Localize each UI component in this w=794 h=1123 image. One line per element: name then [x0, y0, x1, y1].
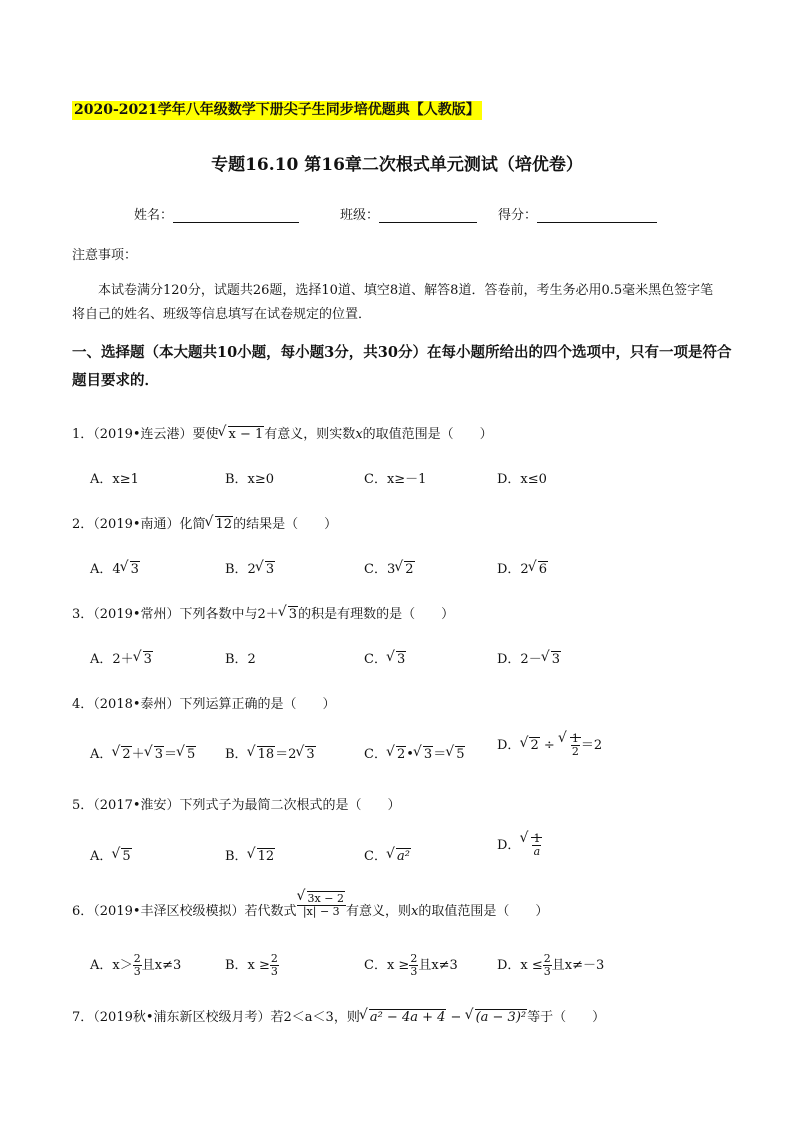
q4-option-d[interactable]: D．√ 2 ÷ √ $\frac{1}{2}$ ＝2 [497, 733, 602, 758]
q5-option-b[interactable]: B．√ 12 [225, 845, 275, 864]
q6-option-b[interactable]: B．x ≥ $\frac{2}{3}$ [225, 952, 278, 978]
page-title: 专题16.10 第16章二次根式单元测试（培优卷） [211, 155, 583, 175]
sqrt-icon: √ 6 [529, 562, 548, 577]
sqrt-icon: √ 3 [134, 652, 153, 667]
sqrt-icon: √ 3 [121, 562, 140, 577]
sqrt-icon: √ 3 [296, 747, 315, 762]
q2-option-c[interactable]: C．3√ 2 [364, 558, 415, 577]
sqrt-icon: √ (a − 3)² [466, 1010, 528, 1025]
q1-option-b[interactable]: B．x≥0 [225, 472, 275, 487]
q4-option-b[interactable]: B．√ 18＝2√ 3 [225, 743, 316, 762]
question-5: 5．（2017•淮安）下列式子为最简二次根式的是（ ） [72, 798, 401, 813]
sqrt-icon: √ 12 [206, 517, 234, 532]
sqrt-icon: √ 12 [248, 849, 276, 864]
q5-option-c[interactable]: C．√ a² [364, 845, 411, 864]
sqrt-icon: √ 2 [395, 562, 414, 577]
sqrt-icon: √ 18 [248, 747, 276, 762]
class-field[interactable] [340, 204, 477, 223]
q4-option-a[interactable]: A．√ 2＋√ 3＝√ 5 [90, 743, 196, 762]
class-label: 班级： [340, 208, 380, 223]
q5-option-a[interactable]: A．√ 5 [90, 845, 132, 864]
name-blank[interactable] [173, 210, 299, 223]
name-field[interactable] [134, 204, 299, 223]
question-4: 4．（2018•泰州）下列运算正确的是（ ） [72, 697, 336, 712]
sqrt-icon: √ $\frac{1}{a}$ [520, 833, 542, 858]
q3-option-c[interactable]: C．√ 3 [364, 648, 406, 667]
sqrt-icon: √ 2 [112, 747, 131, 762]
sqrt-icon: √ 5 [446, 747, 465, 762]
question-7: 7．（2019秋•浦东新区校级月考）若2＜a＜3，则√ a² − 4a + 4 − √ (a − 3)²等于（ ） [72, 1006, 605, 1025]
section-heading: 一、选择题（本大题共10小题，每小题3分，共30分）在每小题所给出的四个选项中，只有一项是符合题目要求的． [72, 344, 732, 389]
score-label: 得分： [498, 208, 538, 223]
sqrt-icon: √ 5 [177, 747, 196, 762]
q4-option-c[interactable]: C．√ 2•√ 3＝√ 5 [364, 743, 465, 762]
q1-option-c[interactable]: C．x≥－1 [364, 472, 427, 487]
notice-label: 注意事项： [72, 248, 138, 263]
sqrt-icon: √ 5 [112, 849, 131, 864]
name-label: 姓名： [134, 208, 174, 223]
q6-option-a[interactable]: A．x＞ $\frac{2}{3}$ 且x≠3 [90, 952, 182, 978]
q3-option-d[interactable]: D．2－√ 3 [497, 648, 561, 667]
q6-option-c[interactable]: C．x ≥ $\frac{2}{3}$ 且x≠3 [364, 952, 458, 978]
sqrt-icon: √ 3 [542, 652, 561, 667]
sqrt-icon: √ 3 [145, 747, 164, 762]
question-3: 3．（2019•常州）下列各数中与2＋√ 3的积是有理数的是（ ） [72, 603, 454, 622]
q2-option-a[interactable]: A．4√ 3 [90, 558, 140, 577]
sqrt-icon: √ a² − 4a + 4 [360, 1010, 447, 1025]
q3-option-b[interactable]: B．2 [225, 652, 256, 667]
question-6: 6．（2019•丰泽区校级模拟）若代数式 √ $\frac{3x - 2}{|x| - 3}$ 有意义，则x的取值范围是（ ） [72, 900, 548, 919]
score-blank[interactable] [537, 210, 657, 223]
sqrt-icon: √ 3 [414, 747, 433, 762]
sqrt-icon: √ 3 [279, 607, 298, 622]
q1-option-a[interactable]: A．x≥1 [90, 472, 139, 487]
sqrt-icon: √ $\frac{1}{2}$ [559, 733, 581, 758]
sqrt-icon: √ 3x − 2 [298, 893, 345, 905]
q2-option-b[interactable]: B．2√ 3 [225, 558, 275, 577]
q1-option-d[interactable]: D．x≤0 [497, 472, 547, 487]
sqrt-icon: √ 3 [256, 562, 275, 577]
sqrt-icon: √ 2 [520, 738, 539, 753]
question-1: 1．（2019•连云港）要使√ x − 1有意义，则实数x的取值范围是（ ） [72, 423, 493, 442]
sqrt-icon: √ x − 1 [219, 427, 265, 442]
q5-option-d[interactable]: D． √ $\frac{1}{a}$ [497, 833, 542, 858]
sqrt-icon: √ 2 [387, 747, 406, 762]
q2-option-d[interactable]: D．2√ 6 [497, 558, 548, 577]
question-2: 2．（2019•南通）化简√ 12的结果是（ ） [72, 513, 337, 532]
notice-text: 本试卷满分120分，试题共26题，选择10道、填空8道、解答8道．答卷前，考生务必用0.5毫米黑色签字笔将自己的姓名、班级等信息填写在试卷规定的位置． [72, 283, 714, 322]
series-header: 2020-2021学年八年级数学下册尖子生同步培优题典【人教版】 [74, 102, 480, 118]
q6-option-d[interactable]: D．x ≤ $\frac{2}{3}$ 且x≠－3 [497, 952, 605, 978]
sqrt-icon: √ a² [387, 849, 411, 864]
score-field[interactable] [498, 204, 657, 223]
sqrt-icon: √ 3 [387, 652, 406, 667]
q3-option-a[interactable]: A．2＋√ 3 [90, 648, 153, 667]
class-blank[interactable] [379, 210, 477, 223]
